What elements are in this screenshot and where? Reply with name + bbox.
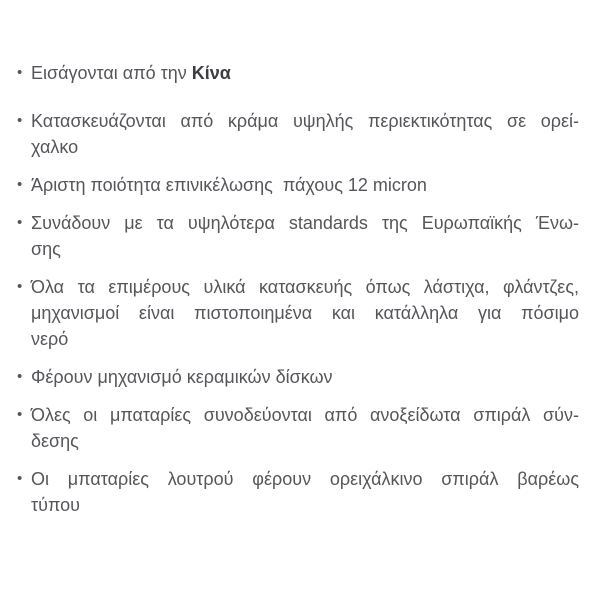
- list-item-text: [31, 60, 579, 86]
- text-line: [31, 60, 579, 86]
- text-line: Οι μπαταρίες λουτρού φέρουν ορειχάλκινο σπιράλ βαρέως: [31, 469, 579, 489]
- text-line: νερό: [31, 329, 69, 349]
- bullet-icon: •: [17, 214, 23, 231]
- list-item: [17, 60, 579, 86]
- bullet-icon: •: [17, 368, 23, 385]
- bullet-icon: •: [17, 470, 23, 487]
- text-line: Κατασκευάζονται από κράμα υψηλής περιεκτικότητας σε ορεί-: [31, 111, 579, 131]
- text-line: Φέρουν μηχανισμό κεραμικών δίσκων: [31, 367, 333, 387]
- text-line: χαλκο: [31, 137, 79, 157]
- list-item-text: [31, 466, 579, 518]
- text-line: δεσης: [31, 431, 79, 451]
- text-bold: Κίνα: [191, 63, 231, 83]
- bullet-icon: •: [17, 278, 23, 295]
- list-item: [17, 210, 579, 262]
- list-item-text: [31, 108, 579, 160]
- list-item: [17, 172, 579, 198]
- list-item: [17, 402, 579, 454]
- bullet-icon: •: [17, 64, 23, 81]
- list-item-text: [31, 210, 579, 262]
- list-item-text: [31, 274, 579, 352]
- list-item: [17, 364, 579, 390]
- list-item-text: [31, 402, 579, 454]
- bullet-icon: •: [17, 176, 23, 193]
- list-item-text: [31, 172, 579, 198]
- text-line: Άριστη ποιότητα επινικέλωσης πάχους 12 micron: [31, 175, 427, 195]
- list-item: [17, 274, 579, 352]
- text-line: Όλες οι μπαταρίες συνοδεύονται από ανοξείδωτα σπιράλ σύν-: [31, 405, 579, 425]
- text-line: μηχανισμοί είναι πιστοποιημένα και κατάλληλα για πόσιμο: [31, 303, 579, 323]
- list-item: [17, 466, 579, 518]
- list-item: [17, 108, 579, 160]
- text-line: σης: [31, 239, 61, 259]
- text-line: τύπου: [31, 495, 80, 515]
- text-line: Συνάδουν με τα υψηλότερα standards της Ευρωπαϊκής Ένω-: [31, 213, 579, 233]
- bullet-icon: •: [17, 406, 23, 423]
- bullet-icon: •: [17, 112, 23, 129]
- text-regular: Εισάγονται από την: [31, 63, 192, 83]
- list-item-text: [31, 364, 579, 390]
- text-line: Όλα τα επιμέρους υλικά κατασκευής όπως λάστιχα, φλάντζες,: [31, 277, 579, 297]
